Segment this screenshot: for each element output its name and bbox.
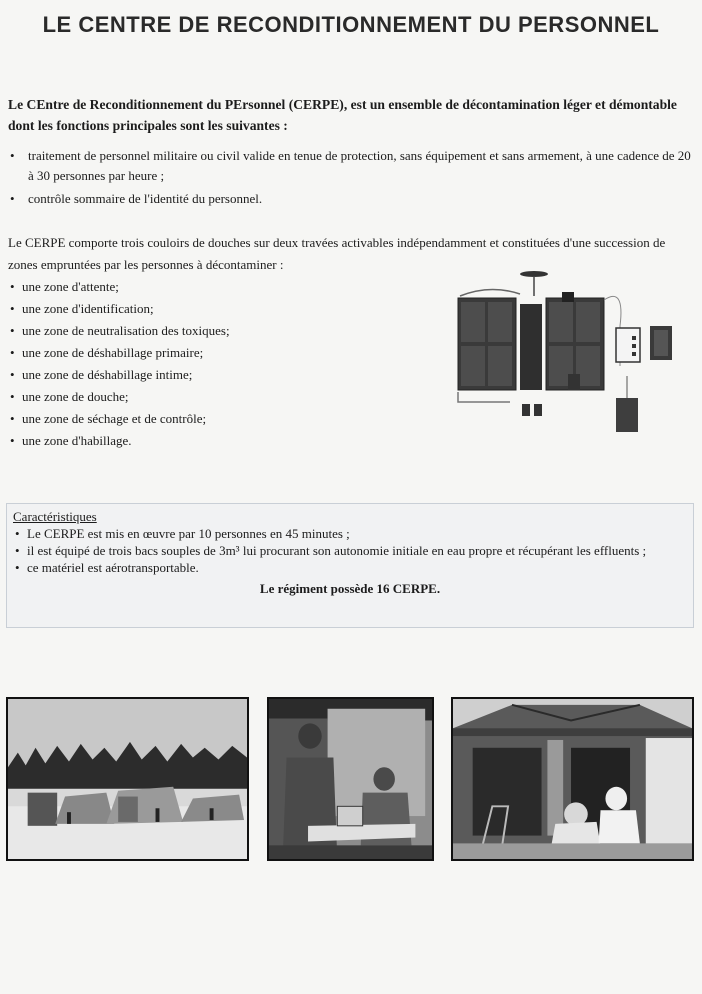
list-item: • une zone de douche; bbox=[8, 386, 368, 408]
intro-paragraph: Le CEntre de Reconditionnement du PErsonnel (CERPE), est un ensemble de décontamination léger et démontable dont les fonctions principales sont les suivantes : bbox=[8, 97, 677, 133]
list-item: • une zone de neutralisation des toxiques; bbox=[8, 320, 368, 342]
list-item: • ce matériel est aérotransportable. bbox=[13, 559, 687, 576]
list-item: • une zone de déshabillage intime; bbox=[8, 364, 368, 386]
photo-operators-inside bbox=[267, 697, 434, 861]
page-title: LE CENTRE DE RECONDITIONNEMENT DU PERSONNEL bbox=[42, 12, 660, 37]
zones-list bbox=[8, 276, 368, 452]
list-item: • il est équipé de trois bacs souples de 3m³ lui procurant son autonomie initiale en eau propre et récupérant les effluents ; bbox=[13, 542, 687, 559]
list-item: • Le CERPE est mis en œuvre par 10 personnes en 45 minutes ; bbox=[13, 525, 687, 542]
characteristics-box bbox=[6, 503, 694, 628]
characteristics-heading: Caractéristiques bbox=[13, 509, 97, 524]
list-item: • une zone d'attente; bbox=[8, 276, 368, 298]
characteristics-footer: Le régiment possède 16 CERPE. bbox=[259, 581, 441, 596]
list-item: • une zone d'habillage. bbox=[8, 430, 368, 452]
description-paragraph: Le CERPE comporte trois couloirs de douches sur deux travées activables indépendamment et constituées d'une succession de zones empruntées par les personnes à décontaminer : bbox=[8, 235, 666, 272]
cerpe-layout-diagram bbox=[450, 266, 680, 436]
list-item: • une zone de déshabillage primaire; bbox=[8, 342, 368, 364]
functions-list bbox=[8, 146, 696, 212]
photo-tent-entrance bbox=[451, 697, 694, 861]
list-item: • une zone de séchage et de contrôle; bbox=[8, 408, 368, 430]
characteristics-list bbox=[13, 525, 687, 576]
list-item: • une zone d'identification; bbox=[8, 298, 368, 320]
list-item: • traitement de personnel militaire ou civil valide en tenue de protection, sans équipement et sans armement, à une cadence de 20 à 30 personnes par heure ; bbox=[8, 146, 696, 186]
list-item: • contrôle sommaire de l'identité du personnel. bbox=[8, 189, 696, 209]
photo-tents-field bbox=[6, 697, 249, 861]
